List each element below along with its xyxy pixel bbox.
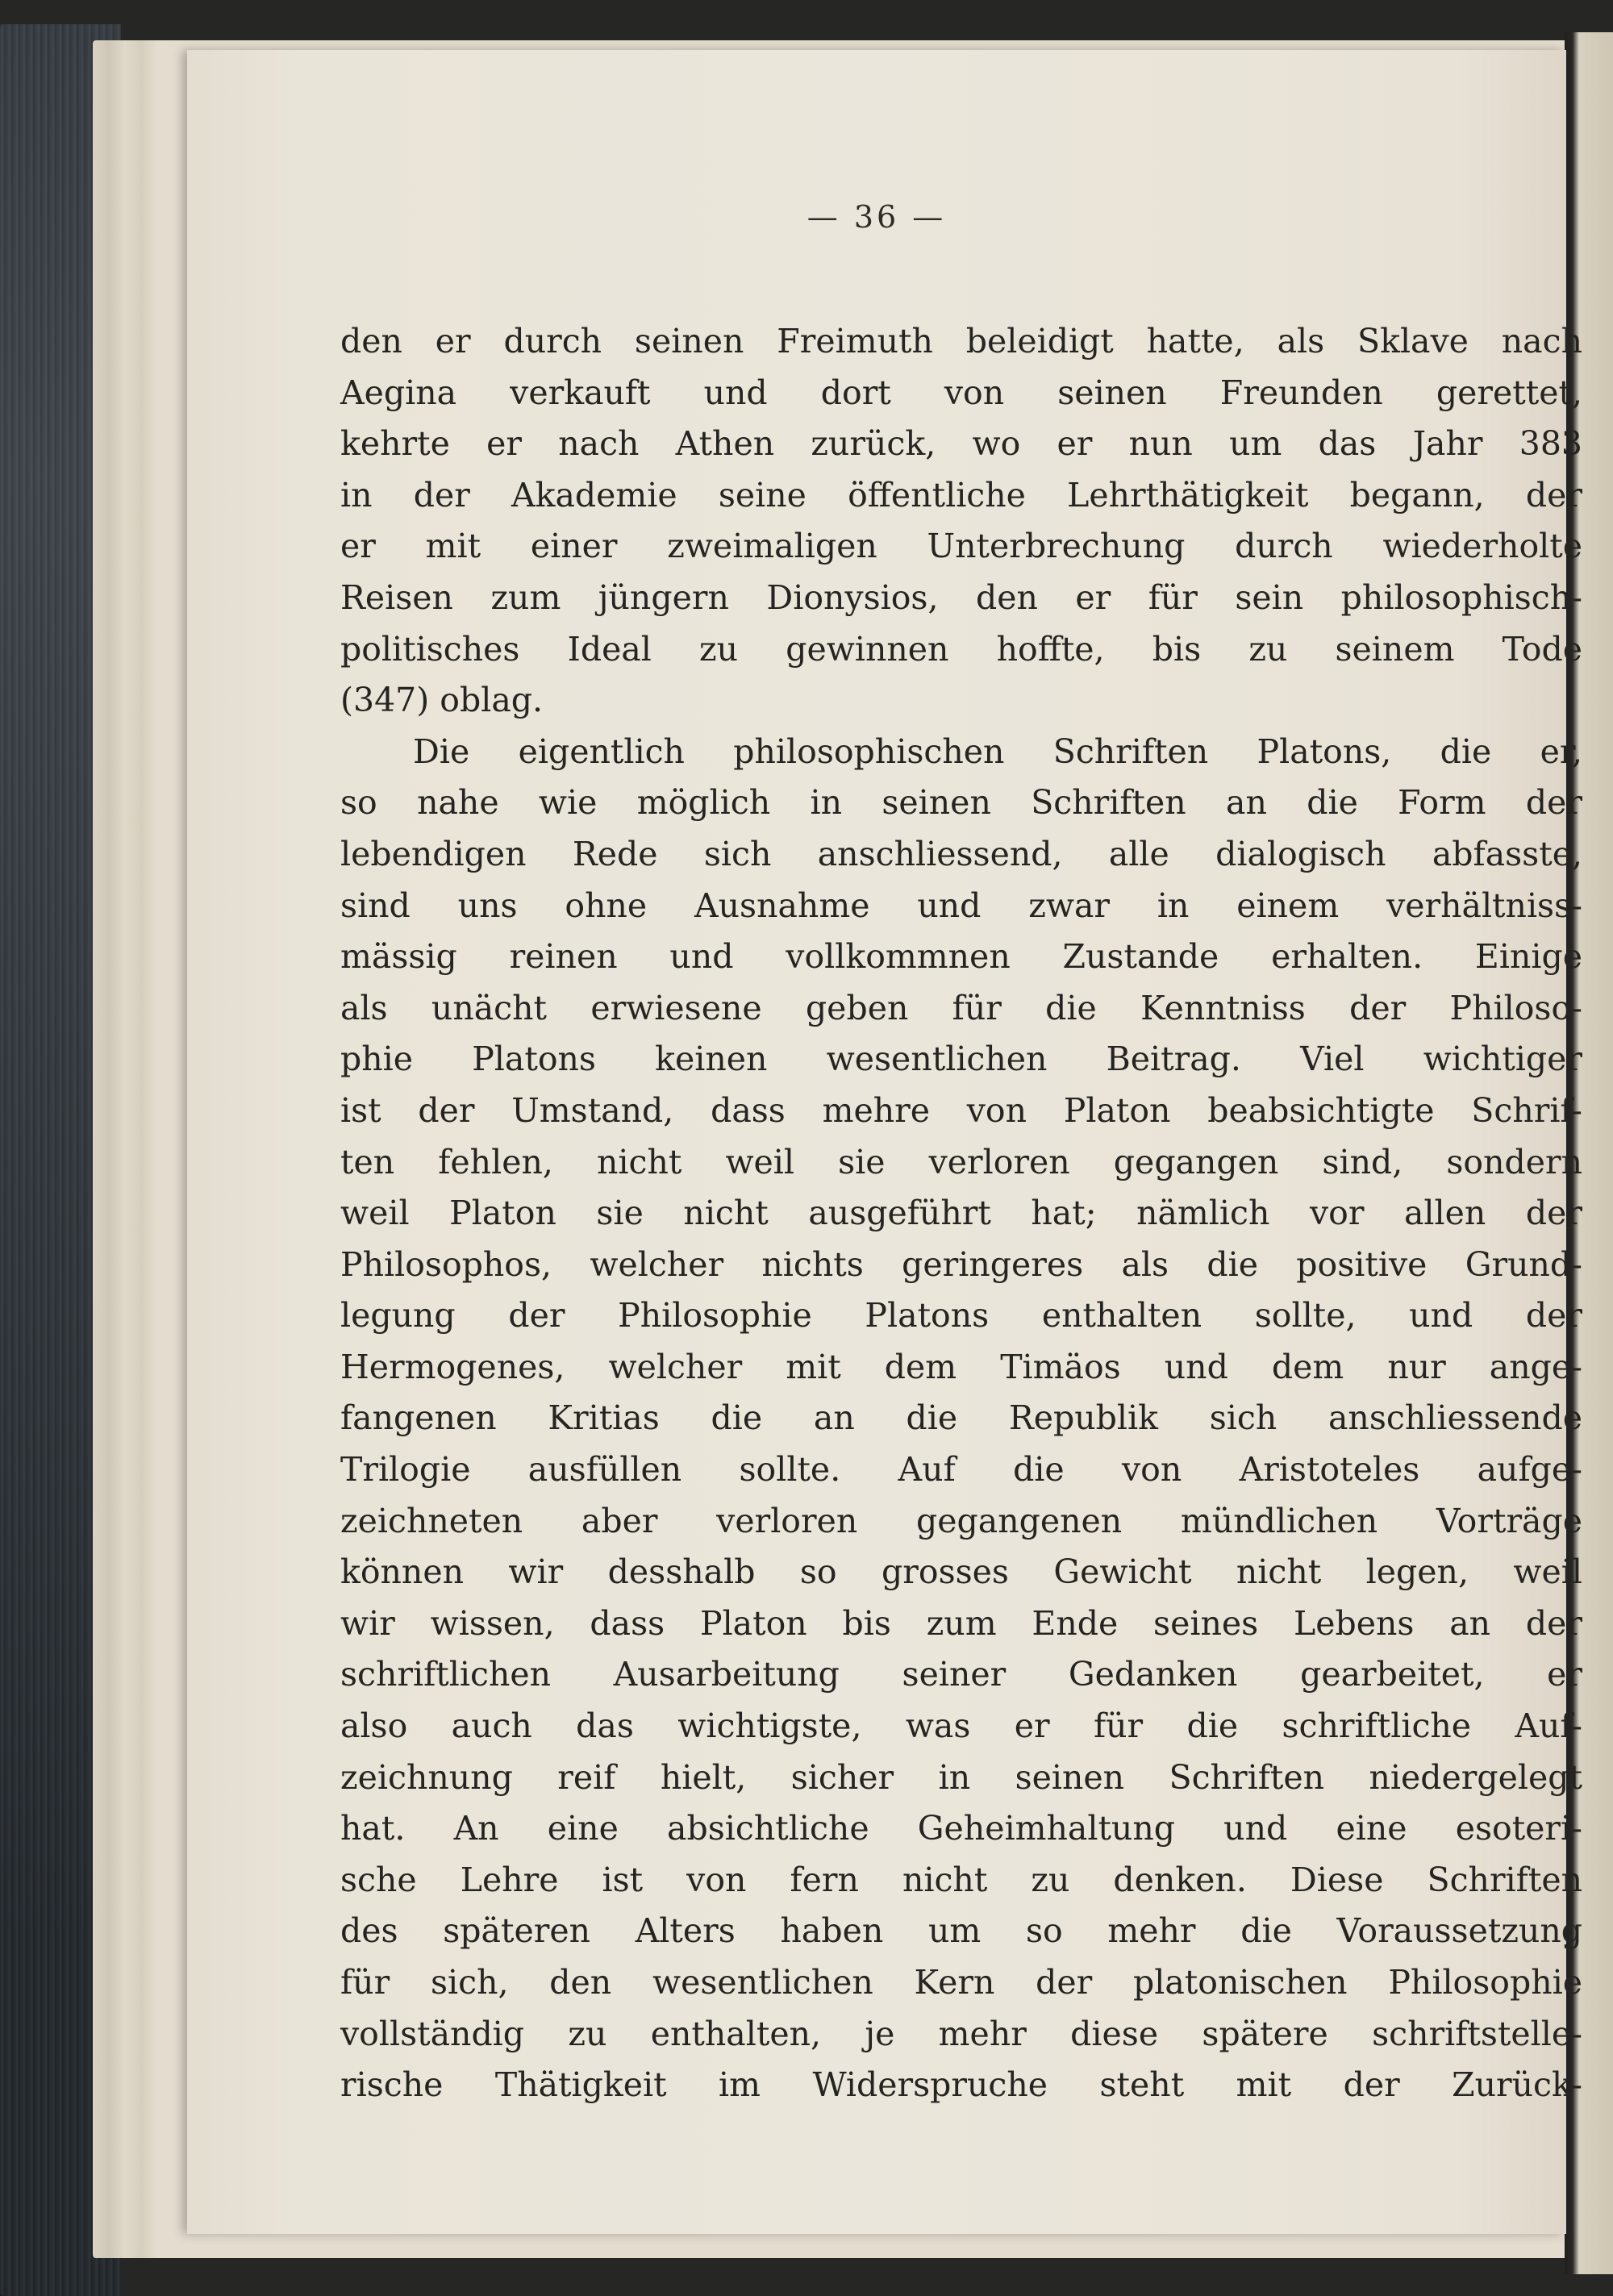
text-line: als unächt erwiesene geben für die Kenntniss der Philoso- xyxy=(340,988,1582,1027)
text-line: Die eigentlich philosophischen Schriften Platons, die er, xyxy=(413,731,1582,771)
text-line: ten fehlen, nicht weil sie verloren gegangen sind, sondern xyxy=(340,1142,1582,1181)
body-text xyxy=(340,316,1582,2111)
text-line: phie Platons keinen wesentlichen Beitrag. Viel wichtiger xyxy=(340,1040,1582,1079)
page-number: — 36 — xyxy=(806,199,947,235)
text-line: den er durch seinen Freimuth beleidigt hatte, als Sklave nach xyxy=(340,322,1582,360)
text-line: Philosophos, welcher nichts geringeres als die positive Grund- xyxy=(340,1244,1582,1284)
text-line: können wir desshalb so grosses Gewicht nicht legen, weil xyxy=(340,1552,1582,1592)
text-line: in der Akademie seine öffentliche Lehrthätigkeit begann, der xyxy=(340,475,1582,515)
text-line: des späteren Alters haben um so mehr die Voraussetzung xyxy=(340,1911,1582,1951)
text-line: schriftlichen Ausarbeitung seiner Gedanken gearbeitet, er xyxy=(340,1655,1582,1694)
text-line: sche Lehre ist von fern nicht zu denken. Diese Schriften xyxy=(340,1860,1582,1899)
text-line: Trilogie ausfüllen sollte. Auf die von Aristoteles aufge- xyxy=(340,1450,1582,1490)
text-line: zeichneten aber verloren gegangenen mündlichen Vorträge xyxy=(340,1501,1582,1540)
text-line: Reisen zum jüngern Dionysios, den er für sein philosophisch- xyxy=(340,577,1582,617)
text-line: wir wissen, dass Platon bis zum Ende seines Lebens an der xyxy=(340,1603,1582,1643)
book-page xyxy=(187,50,1582,2234)
text-line: legung der Philosophie Platons enthalten sollte, und der xyxy=(340,1296,1582,1336)
text-line: fangenen Kritias die an die Republik sich anschliessende xyxy=(340,1398,1582,1438)
text-line: hat. An eine absichtliche Geheimhaltung und eine esoteri- xyxy=(340,1809,1582,1848)
text-line: kehrte er nach Athen zurück, wo er nun um das Jahr 383 xyxy=(340,424,1582,464)
text-line: weil Platon sie nicht ausgeführt hat; nämlich vor allen der xyxy=(340,1194,1582,1233)
text-line: (347) oblag. xyxy=(340,681,544,720)
text-line: für sich, den wesentlichen Kern der platonischen Philosophie xyxy=(340,1963,1582,2002)
text-line: sind uns ohne Ausnahme und zwar in einem verhältniss- xyxy=(340,885,1582,925)
text-line: zeichnung reif hielt, sicher in seinen Schriften niedergelegt xyxy=(340,1757,1582,1797)
text-line: also auch das wichtigste, was er für die schriftliche Auf- xyxy=(340,1706,1582,1746)
text-line: ist der Umstand, dass mehre von Platon beabsichtigte Schrif- xyxy=(340,1090,1582,1130)
text-line: Hermogenes, welcher mit dem Timäos und dem nur ange- xyxy=(340,1347,1582,1386)
text-line: Aegina verkauft und dort von seinen Freunden gerettet, xyxy=(340,373,1582,412)
text-line: vollständig zu enthalten, je mehr diese spätere schriftstelle- xyxy=(340,2014,1582,2053)
text-line: mässig reinen und vollkommnen Zustande erhalten. Einige xyxy=(340,937,1582,977)
text-line: politisches Ideal zu gewinnen hoffte, bis zu seinem Tode xyxy=(340,629,1582,669)
text-line: lebendigen Rede sich anschliessend, alle dialogisch abfasste, xyxy=(340,834,1582,873)
text-line: rische Thätigkeit im Widerspruche steht mit der Zurück- xyxy=(340,2065,1582,2105)
text-line: so nahe wie möglich in seinen Schriften an die Form der xyxy=(340,783,1582,823)
text-line: er mit einer zweimaligen Unterbrechung durch wiederholte xyxy=(340,527,1582,566)
